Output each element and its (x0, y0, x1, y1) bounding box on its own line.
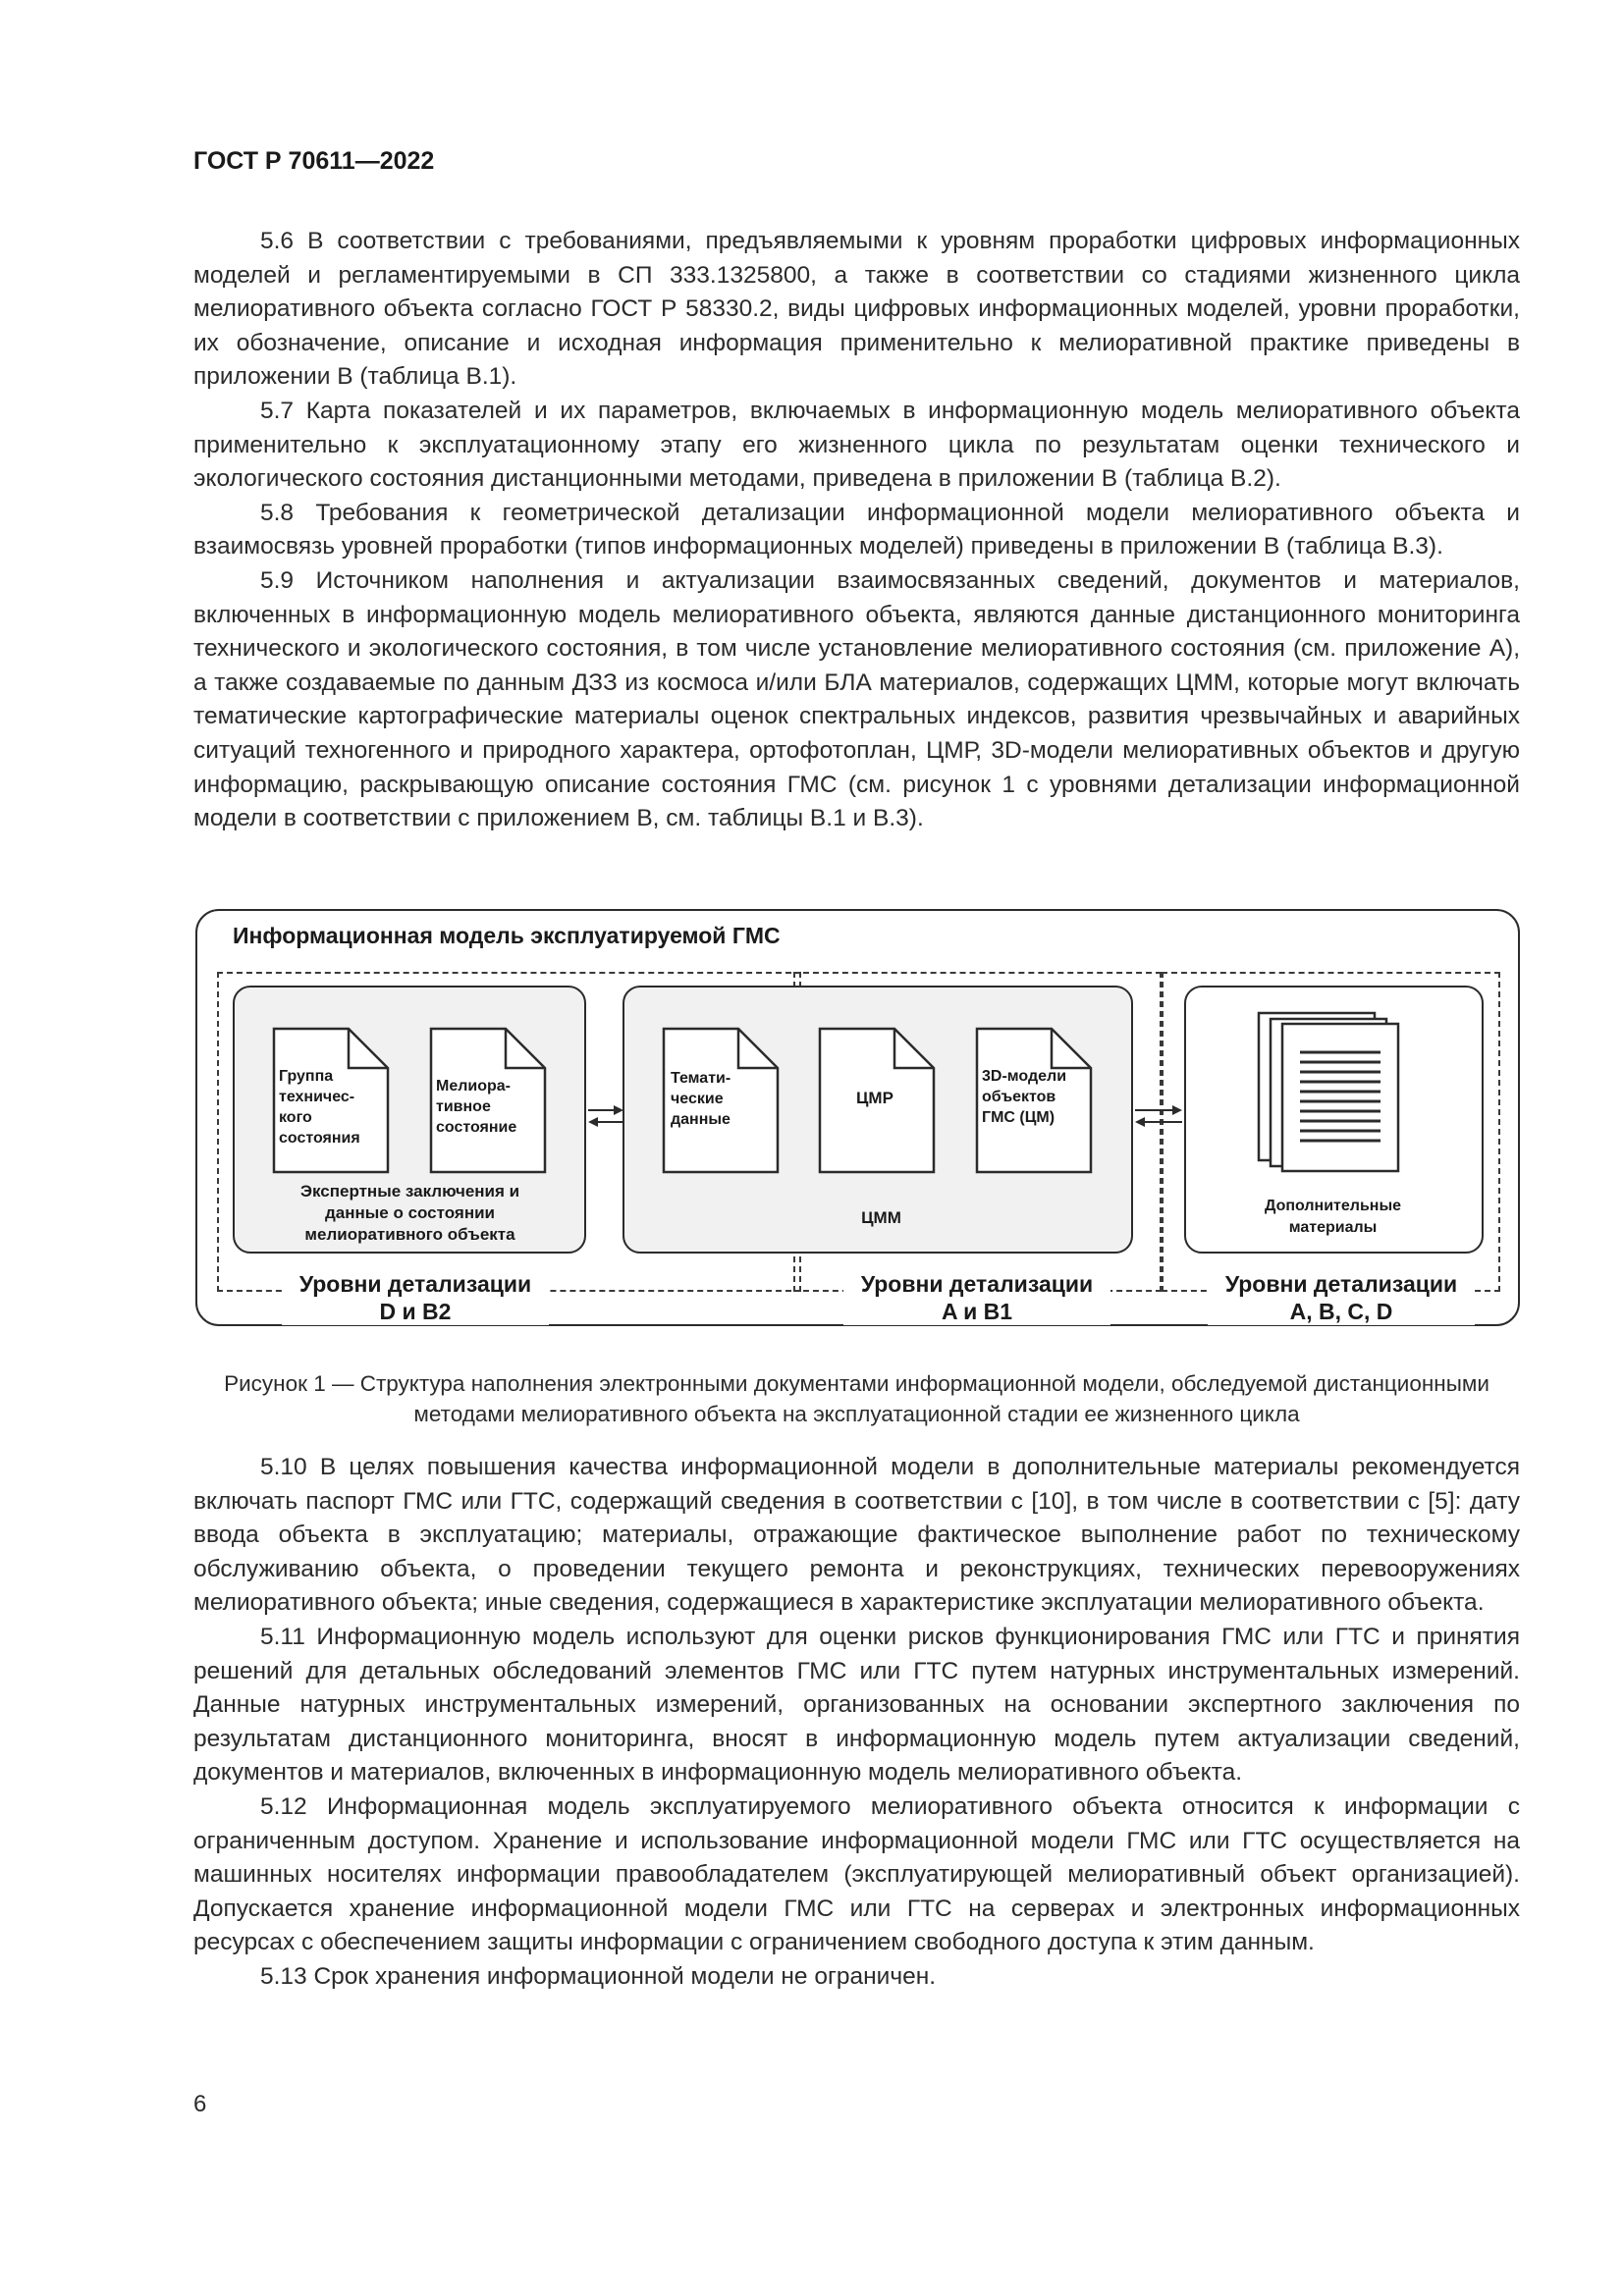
figure-title: Информационная модель эксплуатируемой ГМС (233, 923, 781, 948)
level-label-left: Уровни детализации D и B2 (282, 1270, 549, 1325)
arrow-middle-right-icon (1133, 1103, 1184, 1129)
figure-caption: Рисунок 1 — Структура наполнения электронными документами информационной модели, обследуемой дистанционными методами мелиоративного объекта на эксплуатационной стадии ее жизненного цикла (224, 1371, 1489, 1426)
paragraph-5-9: 5.9 Источником наполнения и актуализации взаимосвязанных сведений, документов и материалов, включенных в информационную модель мелиоративного объекта, являются данные дистанционного мониторинга технического и экологического состояния, в том числе установление мелиоративного состояния (см. приложение А), а также создаваемые по данным ДЗЗ из космоса и/или БЛА материалов, содержащих ЦММ, которые могут включать тематические картографические материалы оценок спектральных индексов, развития чрезвычайных и аварийных ситуаций техногенного и природного характера, ортофотоплан, ЦМР, 3D-модели мелиоративных объектов и другую информацию, раскрывающую описание состояния ГМС (см. рисунок 1 с уровнями детализации информационной модели в соответствии с приложением В, см. таблицы В.1 и В.3). (193, 566, 1520, 832)
level-label-middle: Уровни детализации A и B1 (843, 1270, 1110, 1325)
paragraph-5-13: 5.13 Срок хранения информационной модели не ограничен. (260, 1962, 937, 1990)
level-label-right: Уровни детализации A, B, C, D (1208, 1270, 1475, 1325)
stacked-pages-icon (1257, 1011, 1404, 1173)
doc-cmr-text: ЦМР (856, 1089, 893, 1107)
doc-3d-text: 3D-модели объектов ГМС (ЦМ) (982, 1068, 1067, 1126)
document-header: ГОСТ Р 70611—2022 (193, 147, 435, 175)
paragraph-5-12: 5.12 Информационная модель эксплуатируемого мелиоративного объекта относится к информации с ограниченным доступом. Хранение и использование информационной модели ГМС или ГТС осуществляется на машинных носителях информации правообладателем (эксплуатирующей мелиоративный объект организацией). Допускается хранение информационной модели ГМС или ГТС на серверах и электронных информационных ресурсах с обеспечением защиты информации с ограничением свободного доступа к этим данным. (193, 1792, 1520, 1956)
expert-text: Экспертные заключения и данные о состоянии мелиоративного объекта (299, 1182, 520, 1244)
cmm-label: ЦММ (861, 1208, 901, 1227)
additional-label: Дополнительные материалы (1264, 1198, 1402, 1236)
doc-thematic-text: Темати-ческие данные (671, 1070, 731, 1128)
paragraph-5-10: 5.10 В целях повышения качества информационной модели в дополнительные материалы рекомендуется включать паспорт ГМС или ГТС, содержащий сведения в соответствии с [10], в том числе в соответствии с [5]: дату ввода объекта в эксплуатацию; материалы, отражающие фактическое выполнение работ по техническому обслуживанию объекта, о проведении текущего ремонта и реконструкциях, технических перевооружениях мелиоративного объекта; иные сведения, содержащиеся в характеристике эксплуатации мелиоративного объекта. (193, 1454, 1520, 1617)
arrow-left-middle-icon (586, 1103, 625, 1129)
paragraph-5-6: 5.6 В соответствии с требованиями, предъявляемыми к уровням проработки цифровых информационных моделей и регламентируемыми в СП 333.1325800, а также в соответствии со стадиями жизненного цикла мелиоративного объекта согласно ГОСТ Р 58330.2, виды цифровых информационных моделей, уровни проработки, их обозначение, описание и исходная информация применительно к мелиоративной практике приведены в приложении В (таблица В.1). (193, 228, 1520, 391)
paragraph-5-7: 5.7 Карта показателей и их параметров, включаемых в информационную модель мелиоративного объекта применительно к эксплуатационному этапу его жизненного цикла по результатам оценки технического и экологического состояния дистанционными методами, приведена в приложении В (таблица В.2). (193, 397, 1520, 493)
doc-melio-text: Мелиора-тивное состояние (436, 1078, 517, 1136)
body-text-top (193, 225, 1520, 836)
paragraph-5-8: 5.8 Требования к геометрической детализации информационной модели мелиоративного объекта и взаимосвязь уровней проработки (типов информационных моделей) приведены в приложении В (таблица В.3). (193, 499, 1520, 561)
body-text-bottom (193, 1451, 1520, 1995)
doc-group-text: Группа техничес-кого состояния (279, 1068, 360, 1147)
page-number: 6 (193, 2091, 207, 2117)
paragraph-5-11: 5.11 Информационную модель используют для оценки рисков функционирования ГМС или ГТС и принятия решений для детальных обследований элементов ГМС или ГТС путем натурных инструментальных измерений. Данные натурных инструментальных измерений, организованных на основании экспертного заключения по результатам дистанционного мониторинга, вносят в информационную модель путем актуализации сведений, документов и материалов, включенных в информационную модель мелиоративного объекта. (193, 1623, 1520, 1787)
